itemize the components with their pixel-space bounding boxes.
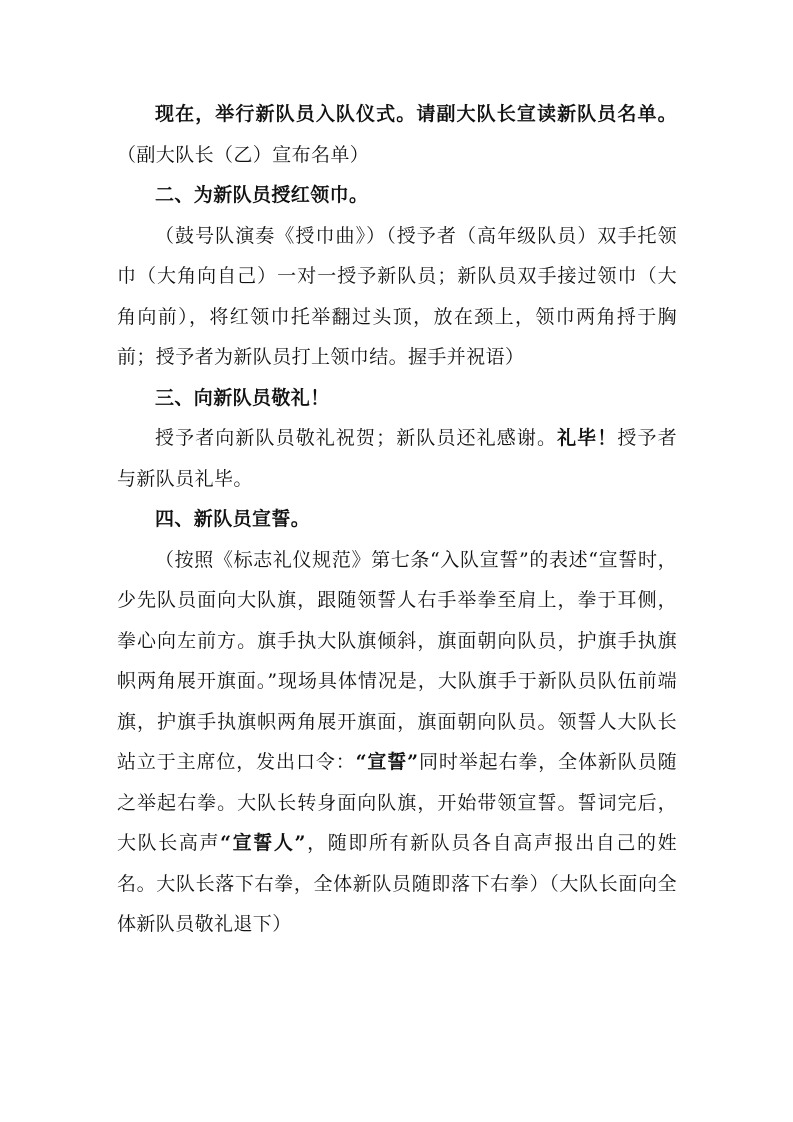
document-body: [117, 94, 677, 945]
opening-announcement: 现在，举行新队员入队仪式。请副大队长宣读新队员名单。: [155, 103, 677, 125]
oath-text-1: （按照《标志礼仪规范》第七条“入队宣誓”的表述“宣誓时，少先队员面向大队旗，跟随领誓人右手举拳至肩上，拳于耳侧，拳心向左前方。旗手执大队旗倾斜，旗面朝向队员，护旗手执旗帜两角展开旗面。”现场具体情况是，大队旗手于新队员队伍前端旗，护旗手执旗帜两角展开旗面，旗面朝向队员。领誓人大队长站立于主席位，发出口令：: [117, 548, 677, 773]
opening-note: （副大队长（乙）宣布名单）: [117, 143, 370, 166]
heading-oath: 四、新队员宣誓。: [155, 508, 311, 530]
paragraph-opening: [117, 94, 677, 175]
paragraph-oath: [117, 540, 677, 945]
oath-text-3: ，随即所有新队员各自高声报出自己的姓名。大队长落下右拳，全体新队员随即落下右拳）（大队长面向全体新队员敬礼退下）: [117, 832, 678, 935]
oath-command-1: “宣誓”: [355, 751, 419, 773]
oath-command-2: “宣誓人”: [220, 832, 306, 854]
salute-command: 礼毕！: [557, 427, 618, 449]
heading-award-scarf: 二、为新队员授红领巾。: [155, 184, 369, 206]
salute-text-2: 授予者与新队员礼毕。: [117, 427, 677, 490]
heading-salute: 三、向新队员敬礼！: [155, 386, 330, 409]
paragraph-salute: [117, 418, 677, 499]
salute-text-1: 授予者向新队员敬礼祝贺；新队员还礼感谢。: [155, 427, 558, 449]
paragraph-award-scarf: （鼓号队演奏《授巾曲》）（授予者（高年级队员）双手托领巾（大角向自己）一对一授予新队员；新队员双手接过领巾（大角向前），将红领巾托举翻过头顶，放在颈上，领巾两角捋于胸前；授予者为新队员打上领巾结。握手并祝语）: [117, 224, 677, 368]
oath-text-2: 同时举起右拳，全体新队员随之举起右拳。大队长转身面向队旗，开始带领宣誓。誓词完后，大队长高声: [117, 751, 677, 854]
